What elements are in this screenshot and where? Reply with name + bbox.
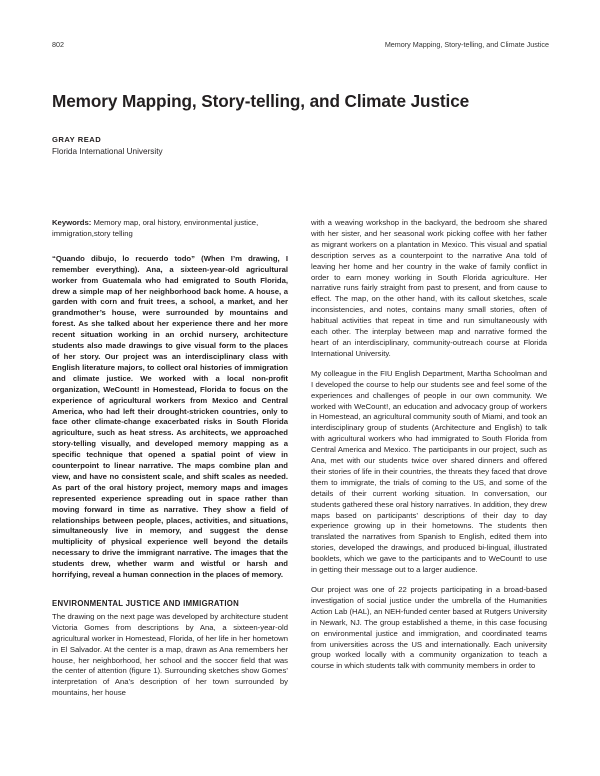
right-column [311,218,547,672]
page-number: 802 [52,40,64,49]
body-paragraph-3: Our project was one of 22 projects participating in a broad-based investigation of social justice under the umbrella of the Humanities Action Lab (HAL), an NEH-funded center based at Rutgers University in Newark, NJ. The group established a theme, in this case focusing on environmental justice and immigration, and coordinated teams from universities across the US and internationally. Each university group worked locally with a community organization to teach a course in which students talk with community members in order to [311,585,547,671]
keywords-label: Keywords: [52,218,92,227]
keywords-text: Memory map, oral history, environmental justice, immigration,story telling [52,218,259,238]
left-column [52,218,288,699]
keywords [52,218,288,240]
section-heading: ENVIRONMENTAL JUSTICE AND IMMIGRATION [52,599,240,608]
running-title: Memory Mapping, Story-telling, and Climate Justice [384,40,549,49]
author-affiliation: Florida International University [52,147,163,156]
section-paragraph: The drawing on the next page was developed by architecture student Victoria Gomes from descriptions by Ana, a sixteen-year-old agricultural worker in Homestead, Florida, of her life in her hometown in El Salvador. At the center is a map, drawn as Ana remembers her house, her neighborhood, her school and the soccer field that was the center of attention (figure 1). Surrounding sketches show Gomes’ interpretation of Ana’s description of her town surrounded by mountains, her house [52,611,288,698]
body-paragraph-2: My colleague in the FIU English Department, Martha Schoolman and I developed the course to help our students see and feel some of the experiences and challenges of people in our own community. We worked with WeCount!, an education and advocacy group of workers in Homestead, an agricultural community south of Miami, and took an interdisciplinary group of students (Architecture and English) to talk with agricultural workers who had immigrated to South Florida from Central America and Mexico. The participants in our project, such as Ana, met with our students twice over shared dinners and offered their stories of life in their countries, the threats they faced that drove them to immigrate, the trials of coming to the US, and some of the details of their current working situation. In conversation, our students gathered these oral history narratives. In addition, they drew maps based on participants’ descriptions of their day to day experience growing up in their hometowns. The students then translated the narratives from Spanish to English, edited them into stories, developed the drawings, and produced bi-lingual, illustrated booklets, which we gave to the participants and to WeCount! to use in getting their message out to a larger audience. [311,368,547,575]
author-block [52,135,163,156]
abstract: “Quando dibujo, lo recuerdo todo” (When I’m drawing, I remember everything). Ana, a sixteen-year-old agricultural worker from Guatemala who had emigrated to South Florida, drew a simple map of her neighborhood back home. A house, a garden with corn and fruit trees, a school, a market, and her grandmother’s house, were surrounded by mountains and forest. As she talked about her experience there and her more recent situation working in an orchid nursery, architecture students also made drawings to give visual form to the places of her story. Our project was an interdisciplinary class with English literature majors, to collect oral histories of immigration and climate justice. We worked with a local non-profit organization, WeCount! in Homestead, Florida to focus on the experience of agricultural workers from Mexico and Central America, who had left their drought-stricken countries, only to face other climate-change exacerbated risks in South Florida agriculture, such as heat stress. As architects, we approached story-telling visually, and developed memory mapping as a specific technique that opened a spatial point of view in counterpoint to linear narrative. The maps combine plan and view, and have no consistent scale, and shift scales as needed. As part of the oral history project, memory maps and images represented experience spreading out in space rather than moving forward in time as narrative. They show a field of relationships between people, places, activities, and situations, simultaneously live in memory, and suggest the dense multiplicity of physical experience well beyond the details necessary to drive the immigrant narrative. The images that the students drew, whether warm and wistful or harsh and horrifying, reveal a human connection in the places of memory. [52,253,288,580]
body-paragraph-1: with a weaving workshop in the backyard, the bedroom she shared with her sister, and her seasonal work picking coffee with her father as migrant workers on a plantation in Mexico. This visual and spatial description serves as a counterpoint to the narrative Ana told of leaving her home and her country in the wake of family conflict in order to earn money working in South Florida agriculture. Her narrative runs fairly straight from past to present, and from cause to effect. The map, on the other hand, with its callout sketches, scale inconsistencies, and notes, contains many small stories, often of habitual activities that repeat in time and run simultaneously with each other. The interplay between map and narrative formed the heart of an interdisciplinary, community-outreach course at Florida International University. [311,218,547,358]
article-title: Memory Mapping, Story-telling, and Climate Justice [52,91,470,111]
author-name: GRAY READ [52,135,102,144]
running-head [52,40,549,49]
